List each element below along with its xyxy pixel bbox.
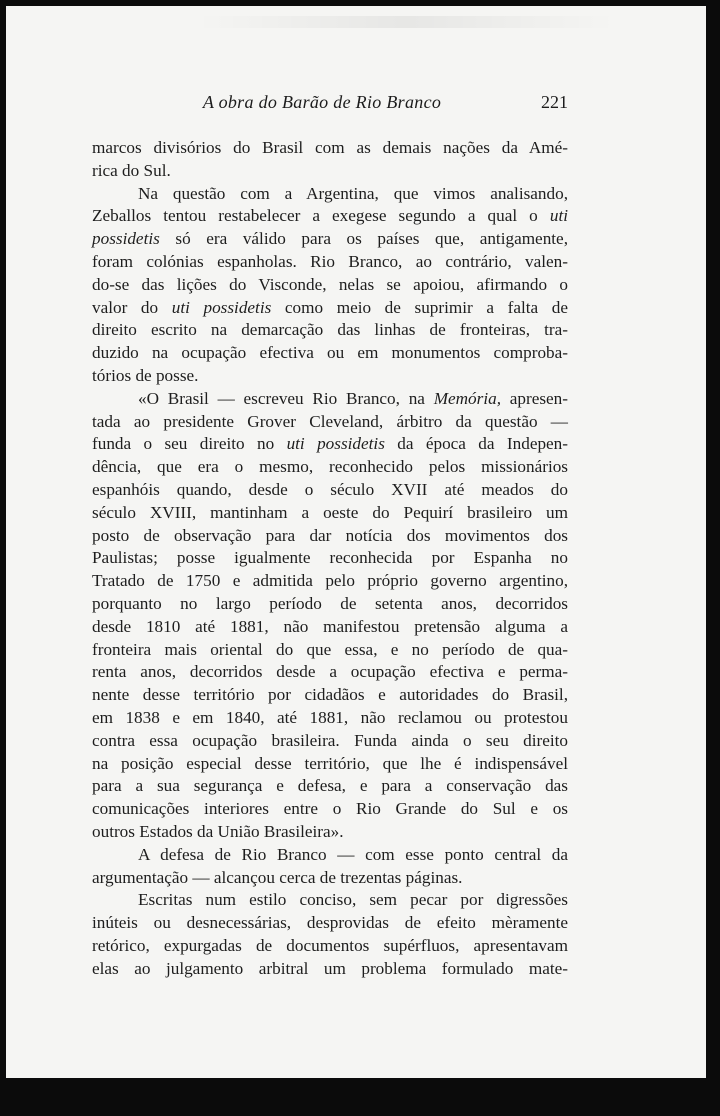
text-line	[92, 775, 568, 798]
text-segment: dência, que era o mesmo, reconhecido pelos missionários	[92, 457, 568, 477]
text-line	[92, 753, 568, 776]
text-segment: foram colónias espanholas. Rio Branco, ao contrário, valen-	[92, 251, 568, 271]
text-segment: valor do	[92, 297, 172, 317]
text-segment: comunicações interiores entre o Rio Grande do Sul e os	[92, 799, 568, 819]
text-segment: Escritas num estilo conciso, sem pecar por digressões	[138, 890, 568, 910]
text-line	[92, 388, 568, 411]
text-line	[92, 479, 568, 502]
text-segment: para a sua segurança e defesa, e para a conservação das	[92, 776, 568, 796]
text-segment: elas ao julgamento arbitral um problema formulado mate-	[92, 958, 568, 978]
text-line	[92, 160, 568, 183]
text-line	[92, 867, 568, 890]
text-segment: Zeballos tentou restabelecer a exegese segundo a qual o	[92, 206, 550, 226]
text-line	[92, 342, 568, 365]
text-line	[92, 661, 568, 684]
text-line	[92, 798, 568, 821]
text-segment: outros Estados da União Brasileira».	[92, 821, 344, 841]
italic-text: uti possidetis	[171, 297, 272, 317]
text-segment: espanhóis quando, desde o século XVII até meados do	[92, 479, 568, 499]
text-segment: renta anos, decorridos desde a ocupação efectiva e perma-	[92, 662, 568, 682]
text-line	[92, 821, 568, 844]
text-segment: Tratado de 1750 e admitida pelo próprio governo argentino,	[92, 571, 568, 591]
text-line	[92, 570, 568, 593]
text-line	[92, 411, 568, 434]
text-line	[92, 547, 568, 570]
text-segment: desde 1810 até 1881, não manifestou pretensão alguma a	[92, 616, 568, 636]
text-line	[92, 137, 568, 160]
text-line	[92, 912, 568, 935]
text-segment: do-se das lições do Visconde, nelas se apoiou, afirmando o	[92, 274, 568, 294]
text-segment: A defesa de Rio Branco — com esse ponto central da	[138, 844, 568, 864]
text-segment: «O Brasil — escreveu Rio Branco, na	[138, 388, 434, 408]
text-segment: século XVIII, mantinham a oeste do Pequirí brasileiro um	[92, 502, 568, 522]
text-segment: só era válido para os países que, antigamente,	[159, 229, 568, 249]
text-line	[92, 730, 568, 753]
text-segment: nente desse território por cidadãos e autoridades do Brasil,	[92, 685, 568, 705]
text-segment: duzido na ocupação efectiva ou em monumentos comproba-	[92, 343, 568, 363]
text-segment: como meio de suprimir a falta de	[271, 297, 568, 317]
text-segment: tada ao presidente Grover Cleveland, árbitro da questão —	[92, 411, 568, 431]
text-line	[92, 365, 568, 388]
scan-smudge	[196, 16, 616, 28]
text-segment: na posição especial desse território, que lhe é indispensável	[92, 753, 568, 773]
text-segment: inúteis ou desnecessárias, desprovidas de efeito mèramente	[92, 913, 568, 933]
text-line	[92, 844, 568, 867]
text-segment: porquanto no largo período de setenta anos, decorridos	[92, 593, 568, 613]
text-line	[92, 889, 568, 912]
text-line	[92, 456, 568, 479]
text-segment: direito escrito na demarcação das linhas de fronteiras, tra-	[92, 320, 568, 340]
page-number: 221	[541, 92, 568, 112]
text-line	[92, 958, 568, 981]
text-segment: retórico, expurgadas de documentos supérfluos, apresentavam	[92, 935, 568, 955]
italic-text: possidetis	[92, 229, 160, 249]
text-line	[92, 251, 568, 274]
text-line	[92, 228, 568, 251]
text-segment: Na questão com a Argentina, que vimos analisando,	[138, 183, 568, 203]
text-line	[92, 297, 568, 320]
text-segment: em 1838 e em 1840, até 1881, não reclamou ou protestou	[92, 707, 568, 727]
text-line	[92, 639, 568, 662]
text-line	[92, 319, 568, 342]
text-line	[92, 707, 568, 730]
text-line	[92, 684, 568, 707]
text-line	[92, 205, 568, 228]
italic-text: Memória,	[433, 388, 502, 408]
text-segment: da época da Indepen-	[384, 434, 568, 454]
italic-text: uti	[549, 206, 568, 226]
text-segment: Paulistas; posse igualmente reconhecida por Espanha no	[92, 548, 568, 568]
text-segment: contra essa ocupação brasileira. Funda ainda o seu direito	[92, 730, 568, 750]
text-segment: marcos divisórios do Brasil com as demais nações da Amé-	[92, 138, 568, 157]
text-segment: posto de observação para dar notícia dos movimentos dos	[92, 525, 568, 545]
text-segment: funda o seu direito no	[92, 434, 287, 454]
text-line	[92, 183, 568, 206]
running-head	[92, 92, 568, 118]
text-line	[92, 433, 568, 456]
book-page	[6, 6, 706, 1078]
body-text	[92, 137, 568, 980]
scan-border-bottom	[0, 1078, 720, 1116]
text-segment: tórios de posse.	[92, 365, 199, 385]
text-line	[92, 593, 568, 616]
text-line	[92, 274, 568, 297]
text-segment: apresen-	[501, 388, 568, 408]
text-segment: fronteira mais oriental do que essa, e no período de qua-	[92, 639, 568, 659]
text-line	[92, 616, 568, 639]
text-line	[92, 935, 568, 958]
italic-text: uti possidetis	[286, 434, 385, 454]
running-title: A obra do Barão de Rio Branco	[202, 92, 442, 112]
text-line	[92, 525, 568, 548]
text-segment: rica do Sul.	[92, 160, 171, 180]
text-segment: argumentação — alcançou cerca de trezentas páginas.	[92, 867, 463, 887]
text-line	[92, 502, 568, 525]
